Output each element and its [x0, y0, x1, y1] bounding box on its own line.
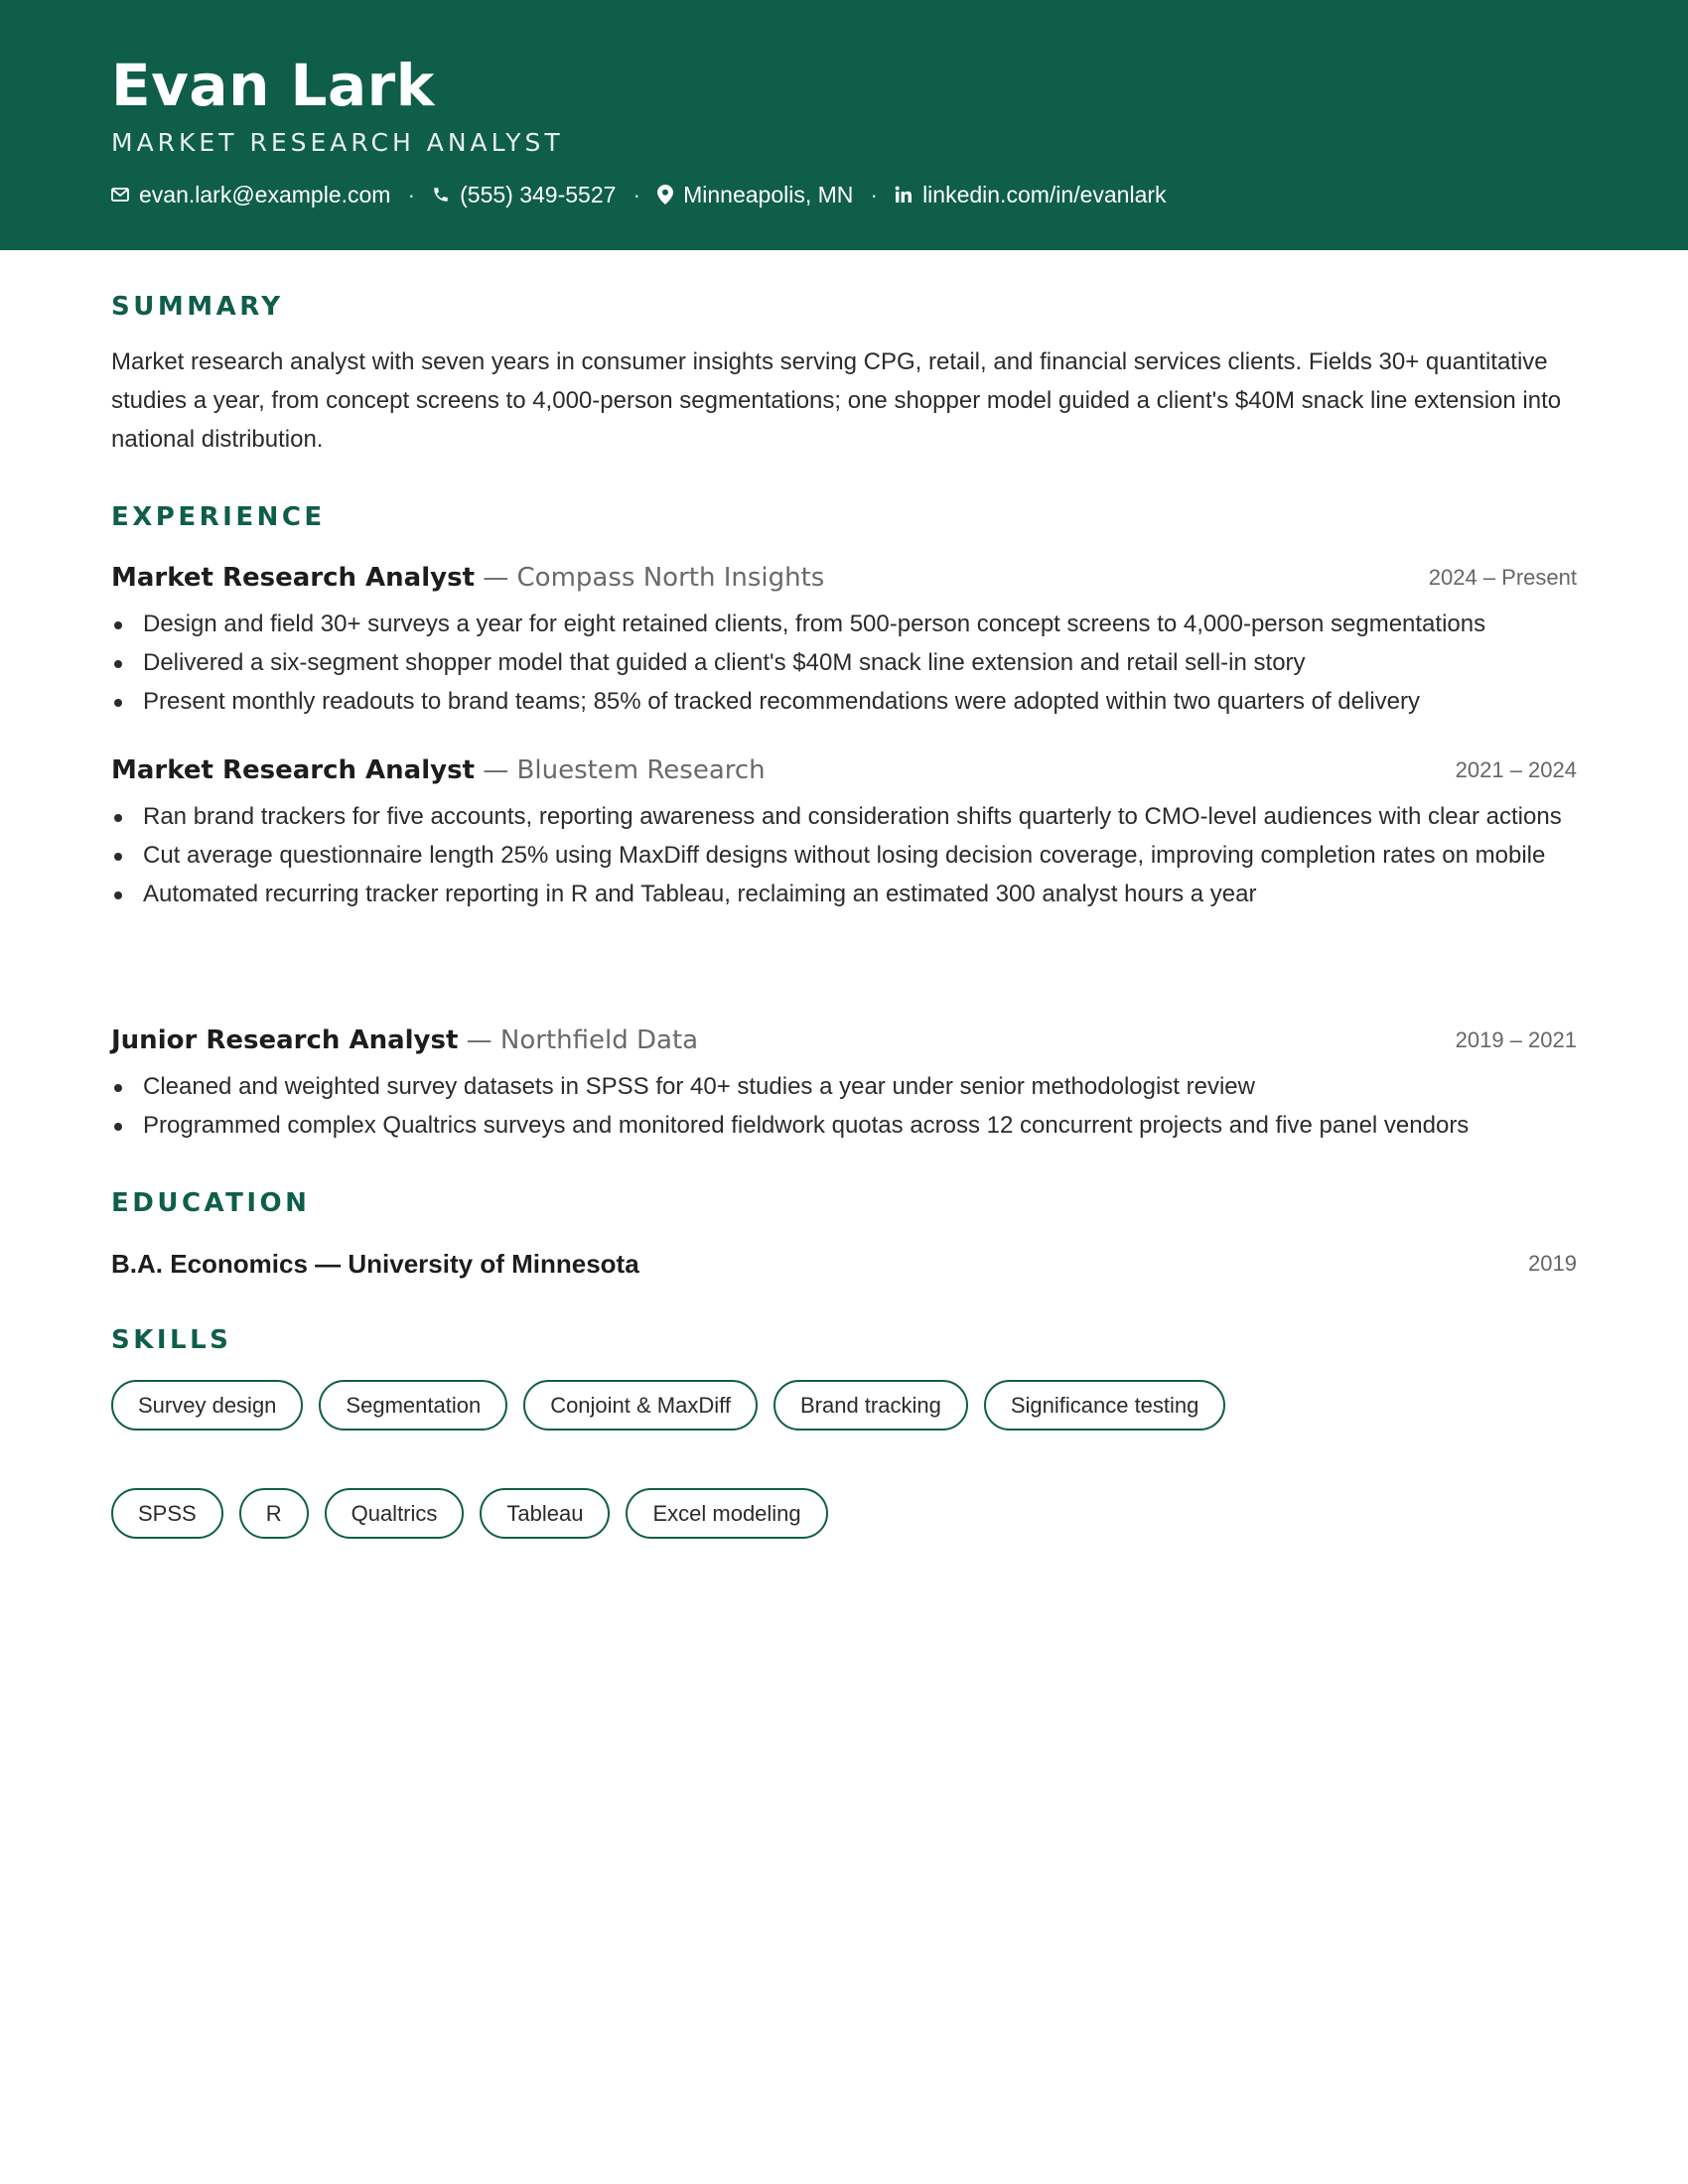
job-bullets: [111, 1067, 1581, 1145]
skill-pill: R: [239, 1488, 309, 1539]
skills-heading: SKILLS: [111, 1325, 232, 1355]
resume-header: [0, 0, 1688, 250]
skill-pill: Conjoint & MaxDiff: [523, 1380, 758, 1431]
education-heading: EDUCATION: [111, 1188, 311, 1218]
skill-pill: Significance testing: [984, 1380, 1226, 1431]
skill-pill: Survey design: [111, 1380, 303, 1431]
skill-pill: Excel modeling: [626, 1488, 827, 1539]
job-company: — Compass North Insights: [475, 563, 825, 593]
contact-separator: ·: [633, 182, 641, 207]
contact-phone[interactable]: [432, 177, 616, 212]
contact-location: [657, 177, 853, 212]
skill-pill: Segmentation: [319, 1380, 507, 1431]
contact-phone-text: (555) 349-5527: [460, 182, 617, 207]
candidate-title: MARKET RESEARCH ANALYST: [111, 128, 564, 157]
job-bullet: Cut average questionnaire length 25% using MaxDiff designs without losing decision coverage, improving completion rates on mobile: [111, 836, 1581, 875]
candidate-name: Evan Lark: [111, 52, 435, 119]
skill-pill: SPSS: [111, 1488, 223, 1539]
skill-pill: Tableau: [480, 1488, 610, 1539]
contact-email-text: evan.lark@example.com: [139, 182, 391, 207]
job-title: [111, 1021, 698, 1060]
map-pin-icon: [657, 185, 673, 205]
experience-heading: EXPERIENCE: [111, 502, 326, 532]
contact-bar: [111, 177, 1167, 212]
phone-icon: [432, 186, 450, 204]
job-header: [111, 558, 1577, 598]
job-bullet: Design and field 30+ surveys a year for eight retained clients, from 500-person concept screens to 4,000-person segmentations: [111, 605, 1581, 643]
skill-pill: Qualtrics: [325, 1488, 465, 1539]
job-dates: 2021 – 2024: [1455, 757, 1577, 782]
job-bullet: Present monthly readouts to brand teams; 85% of tracked recommendations were adopted within two quarters of delivery: [111, 682, 1581, 721]
envelope-icon: [111, 188, 129, 202]
job-role: Market Research Analyst: [111, 755, 475, 785]
job-title: [111, 558, 824, 598]
job-bullet: Programmed complex Qualtrics surveys and monitored fieldwork quotas across 12 concurrent projects and five panel vendors: [111, 1106, 1581, 1145]
contact-separator: ·: [407, 182, 416, 207]
contact-location-text: Minneapolis, MN: [683, 182, 854, 207]
job-bullet: Automated recurring tracker reporting in R and Tableau, reclaiming an estimated 300 analyst hours a year: [111, 875, 1581, 913]
education-degree: B.A. Economics — University of Minnesota: [111, 1249, 639, 1279]
job-header: [111, 751, 1577, 790]
linkedin-icon: [895, 186, 913, 204]
skills-list: [111, 1380, 1581, 1539]
job-role: Market Research Analyst: [111, 563, 475, 593]
job-role: Junior Research Analyst: [111, 1025, 459, 1055]
job-company: — Northfield Data: [458, 1025, 699, 1055]
job-title: [111, 751, 766, 790]
job-dates: 2024 – Present: [1428, 565, 1577, 590]
contact-linkedin-text: linkedin.com/in/evanlark: [922, 182, 1167, 207]
skill-pill: Brand tracking: [774, 1380, 968, 1431]
job-bullets: [111, 797, 1581, 913]
contact-email[interactable]: [111, 177, 390, 212]
job-bullet: Ran brand trackers for five accounts, reporting awareness and consideration shifts quarterly to CMO-level audiences with clear actions: [111, 797, 1581, 836]
job-bullet: Delivered a six-segment shopper model that guided a client's $40M snack line extension and retail sell-in story: [111, 643, 1581, 682]
job-bullets: [111, 605, 1581, 721]
summary-text: Market research analyst with seven years in consumer insights serving CPG, retail, and financial services clients. Fields 30+ quantitative studies a year, from concept screens to 4,000-person segmentations; one shopper model guided a client's $40M snack line extension into national distribution.: [111, 348, 1562, 453]
job-company: — Bluestem Research: [475, 755, 766, 785]
job-header: [111, 1021, 1577, 1060]
contact-linkedin[interactable]: [895, 177, 1166, 212]
summary-heading: SUMMARY: [111, 292, 284, 322]
education-year: 2019: [1528, 1251, 1577, 1276]
contact-separator: ·: [870, 182, 879, 207]
job-bullet: Cleaned and weighted survey datasets in SPSS for 40+ studies a year under senior methodologist review: [111, 1067, 1581, 1106]
job-dates: 2019 – 2021: [1455, 1027, 1577, 1052]
education-entry: [111, 1244, 1577, 1284]
